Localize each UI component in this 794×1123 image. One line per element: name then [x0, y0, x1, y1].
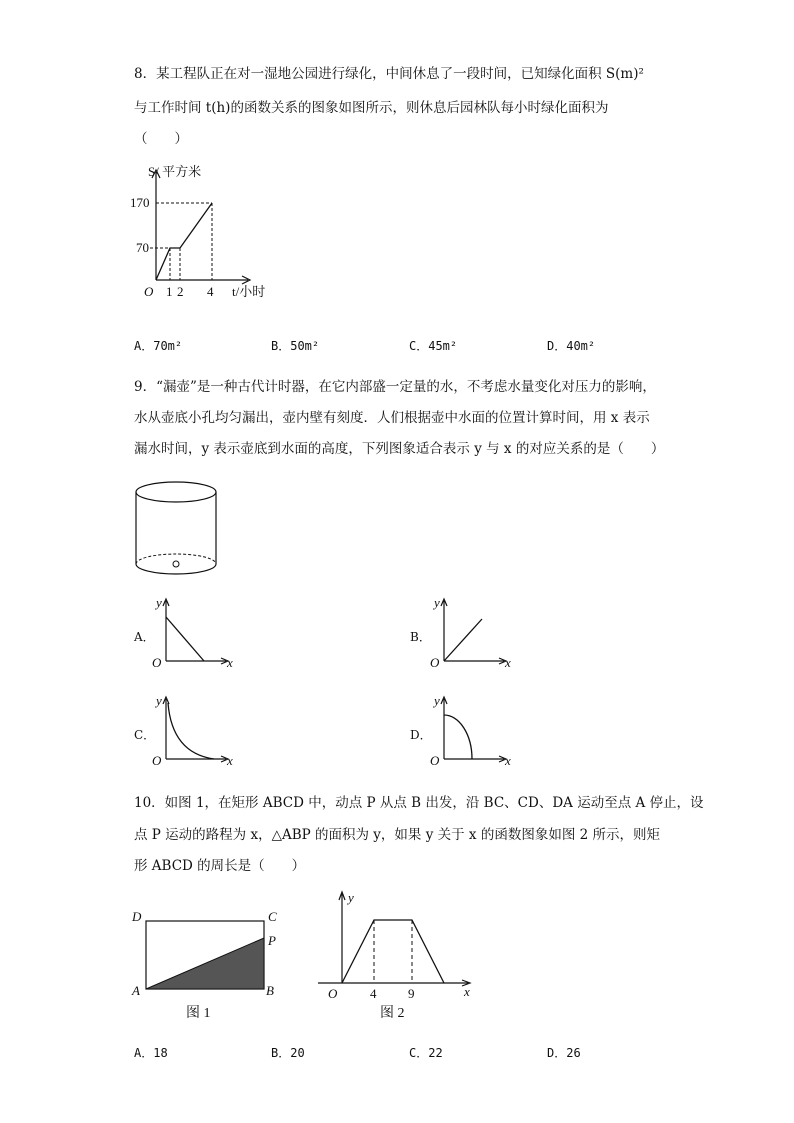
q8-option-c[interactable]: C．45m² — [409, 339, 458, 353]
svg-text:9: 9 — [408, 986, 415, 1001]
q10-option-d[interactable]: D．26 — [547, 1046, 581, 1060]
q10-figure-1 — [130, 905, 290, 1025]
q9-graph-a[interactable] — [150, 595, 240, 675]
svg-text:O: O — [152, 753, 162, 768]
q8-ytick-170: 170 — [130, 195, 150, 210]
svg-text:x: x — [464, 984, 470, 999]
q8-xlabel: t/小时 — [232, 284, 266, 299]
q9-option-b[interactable]: B． — [410, 630, 431, 644]
q10-line3: 形 ABCD 的周长是（ ） — [134, 858, 306, 874]
q9-line3: 漏水时间，y 表示壶底到水面的高度，下列图象适合表示 y 与 x 的对应关系的是（ ） — [134, 441, 665, 457]
svg-text:C: C — [268, 909, 277, 924]
q10-option-b[interactable]: B．20 — [271, 1046, 305, 1060]
triangle-abp — [146, 938, 264, 989]
svg-text:y: y — [156, 595, 162, 610]
q9-option-d[interactable]: D． — [410, 728, 432, 742]
svg-text:y: y — [156, 693, 162, 708]
q8-xtick-2: 2 — [177, 284, 184, 299]
fig2-caption: 图 2 — [380, 1006, 405, 1021]
svg-text:B: B — [266, 983, 274, 998]
svg-text:x: x — [227, 655, 233, 670]
q9-graph-c[interactable] — [150, 693, 240, 773]
q8-data-line — [156, 203, 212, 280]
q9-line1: 9．“漏壶”是一种古代计时器，在它内部盛一定量的水，不考虑水量变化对压力的影响， — [134, 379, 656, 395]
q8-xtick-4: 4 — [207, 284, 214, 299]
q9-cylinder — [130, 476, 230, 586]
svg-text:y: y — [348, 890, 354, 905]
q9-graph-d[interactable] — [428, 693, 518, 773]
svg-text:O: O — [152, 655, 162, 670]
q8-option-b[interactable]: B．50m² — [271, 339, 320, 353]
svg-text:D: D — [132, 909, 142, 924]
q9-graph-b[interactable] — [428, 595, 518, 675]
q9-option-c[interactable]: C． — [134, 728, 156, 742]
svg-text:A: A — [132, 983, 140, 998]
svg-text:y: y — [434, 693, 440, 708]
q8-graph — [130, 160, 290, 310]
q8-origin: O — [144, 284, 154, 299]
q8-xtick-1: 1 — [166, 284, 173, 299]
q10-figure-2 — [312, 888, 482, 1028]
svg-text:O: O — [430, 655, 440, 670]
q8-line3: （ ） — [134, 131, 188, 147]
q9-line2: 水从壶底小孔均匀漏出，壶内壁有刻度．人们根据壶中水面的位置计算时间，用 x 表示 — [134, 410, 650, 426]
svg-text:4: 4 — [370, 986, 377, 1001]
q9-option-a[interactable]: A． — [134, 630, 155, 644]
q10-line2: 点 P 运动的路程为 x，△ABP 的面积为 y，如果 y 关于 x 的函数图象如图 2 所示，则矩 — [134, 827, 660, 843]
svg-text:y: y — [434, 595, 440, 610]
svg-text:O: O — [328, 986, 338, 1001]
svg-text:x: x — [227, 753, 233, 768]
q10-option-c[interactable]: C．22 — [409, 1046, 443, 1060]
q8-line1: 8．某工程队正在对一湿地公园进行绿化，中间休息了一段时间，已知绿化面积 S(m)² — [134, 66, 644, 82]
q10-line1: 10．如图 1，在矩形 ABCD 中，动点 P 从点 B 出发，沿 BC、CD、DA 运动至点 A 停止，设 — [134, 795, 704, 811]
q8-option-a[interactable]: A．70m² — [134, 339, 183, 353]
svg-text:x: x — [505, 753, 511, 768]
fig2-data-line — [342, 920, 444, 983]
q8-line2: 与工作时间 t(h)的函数关系的图象如图所示，则休息后园林队每小时绿化面积为 — [134, 100, 609, 116]
q8-ytick-70: 70 — [136, 240, 149, 255]
hole-icon — [173, 561, 179, 567]
svg-text:P: P — [268, 933, 276, 948]
q10-option-a[interactable]: A．18 — [134, 1046, 168, 1060]
q8-option-d[interactable]: D．40m² — [547, 339, 596, 353]
q8-ylabel: S/ 平方米 — [148, 164, 202, 179]
fig1-caption: 图 1 — [186, 1006, 211, 1021]
svg-text:x: x — [505, 655, 511, 670]
svg-text:O: O — [430, 753, 440, 768]
